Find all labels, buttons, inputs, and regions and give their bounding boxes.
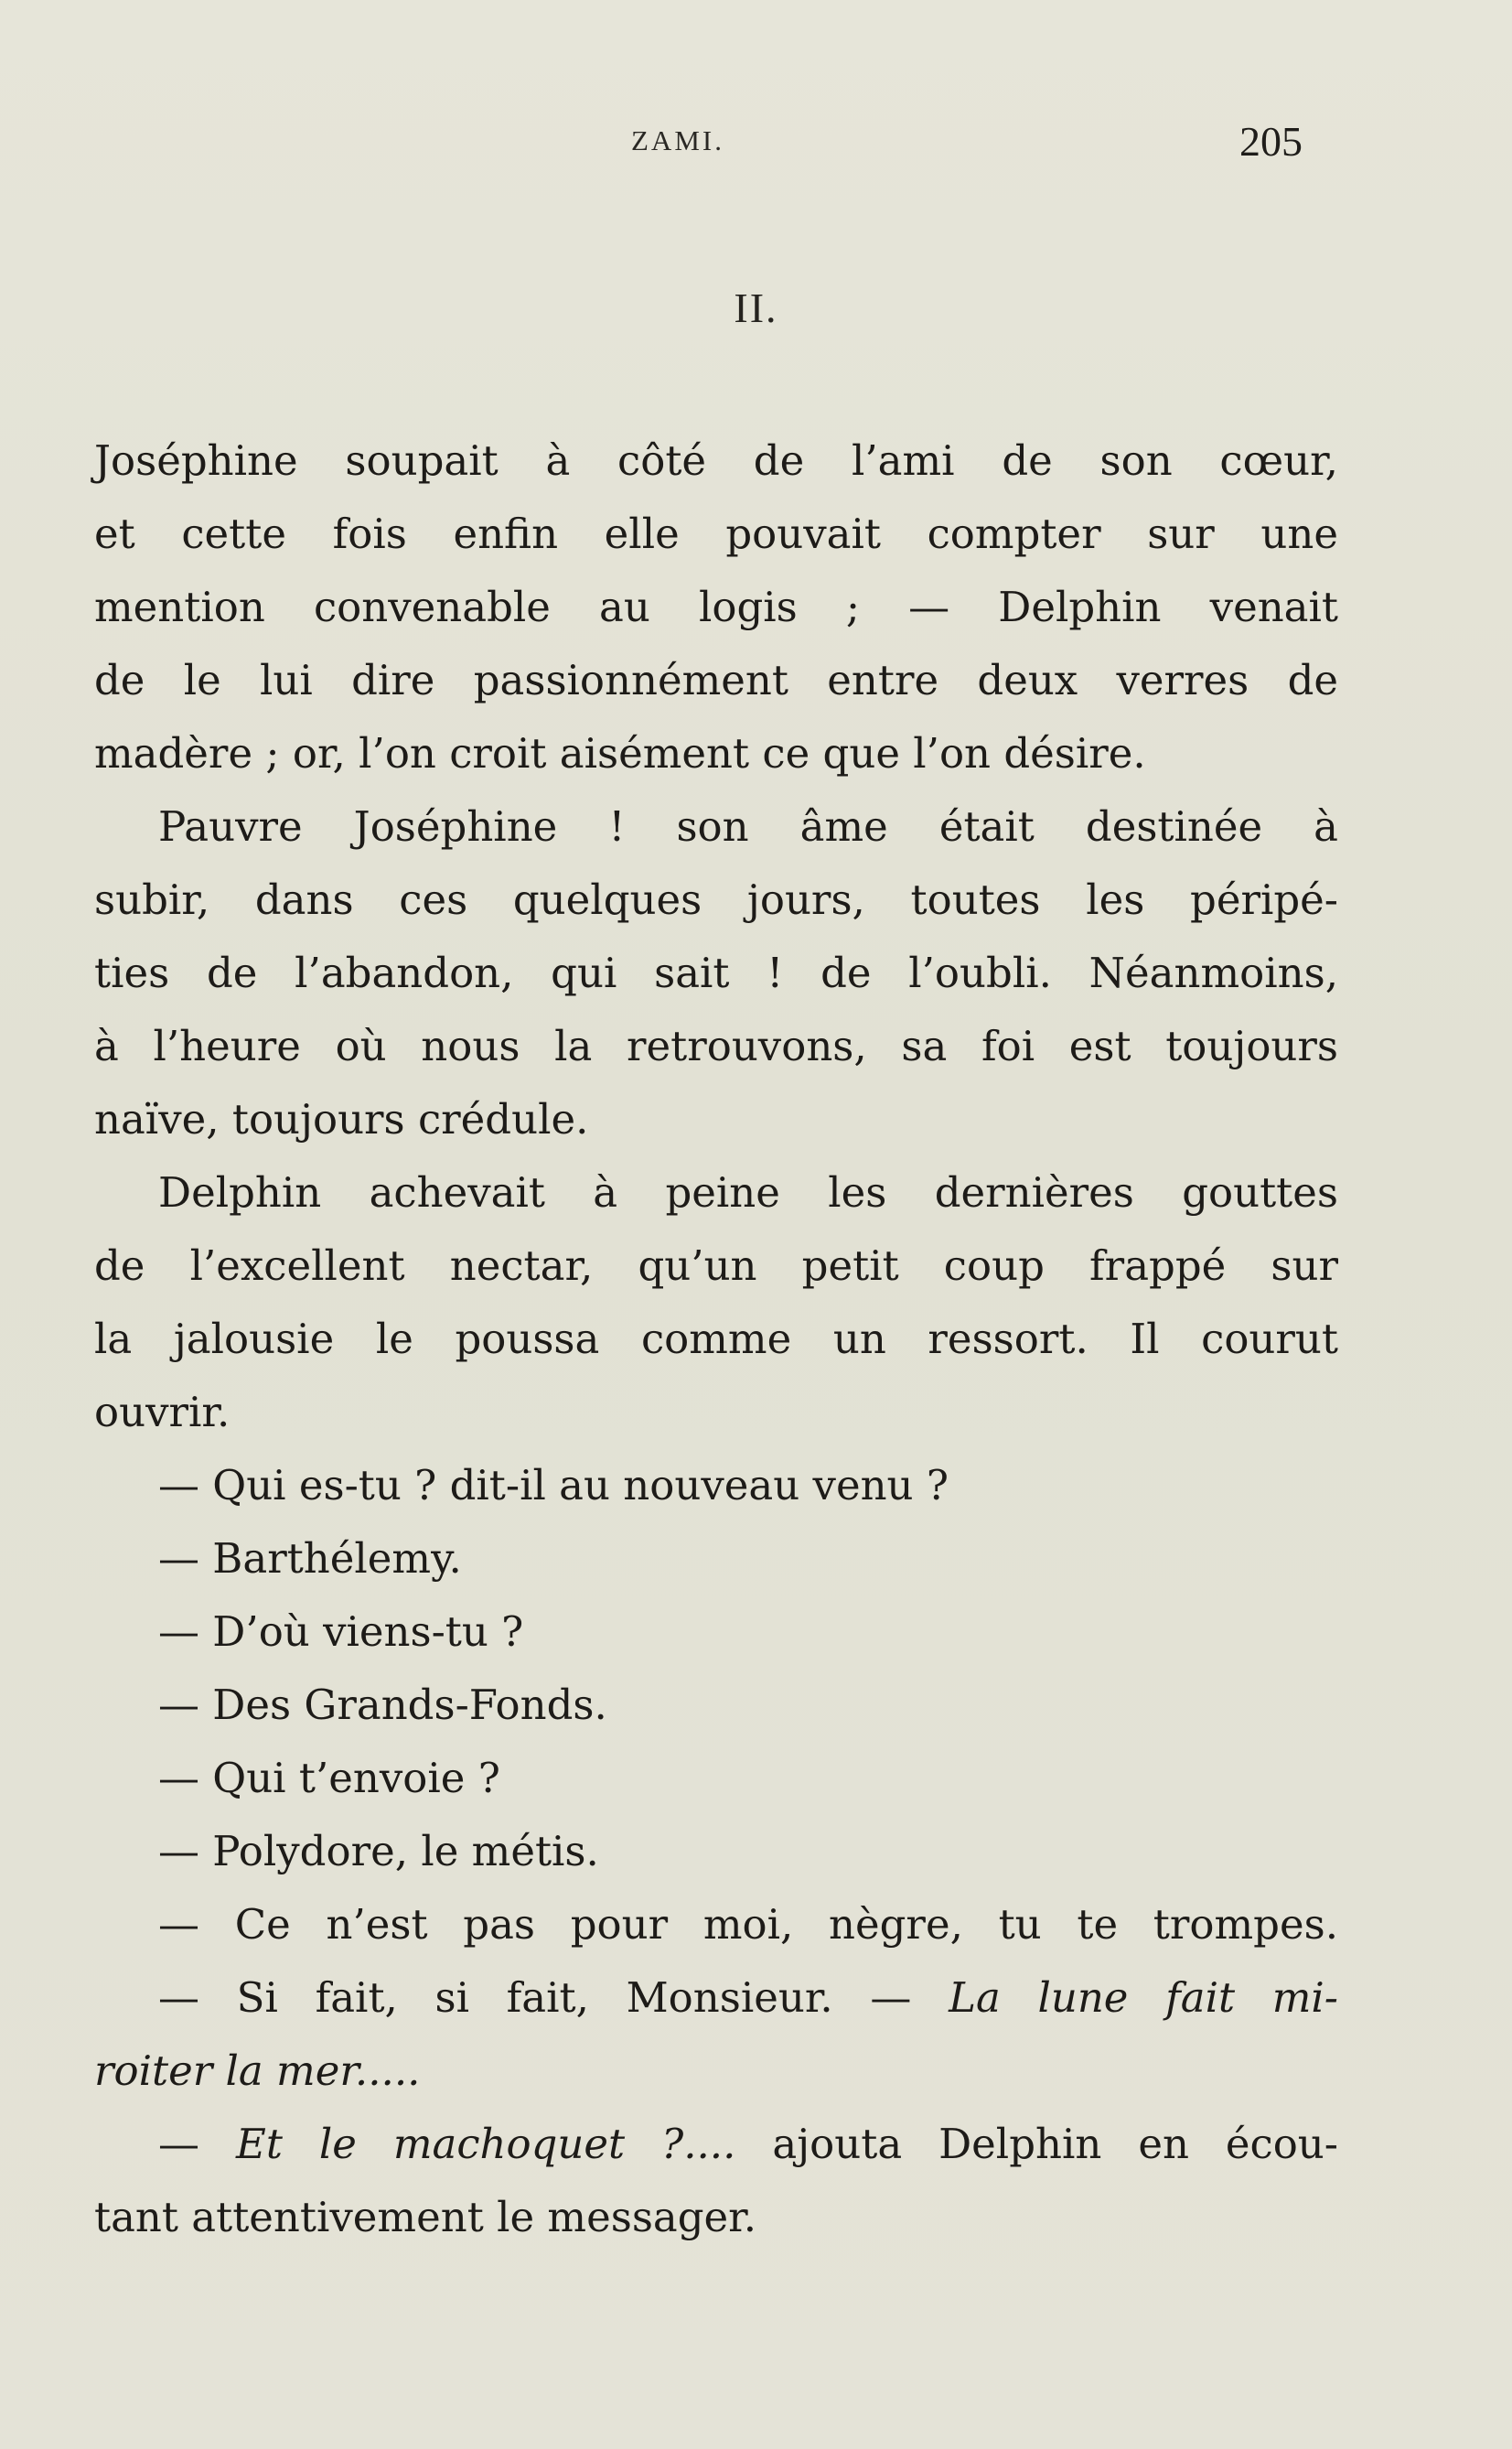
running-title: ZAMI. [631, 124, 724, 156]
dialogue-dash: — [158, 2120, 236, 2168]
running-head [0, 117, 1512, 172]
body-text [94, 431, 1338, 2261]
italic-quote: La lune fait mi- [949, 1973, 1339, 2022]
dialogue-line: — Ce n’est pas pour moi, nègre, tu te trompes. [158, 1900, 1338, 1949]
dialogue-line: — Des Grands-Fonds. [158, 1681, 607, 1729]
text-line [94, 2041, 1338, 2114]
text-line: ties de l’abandon, qui sait ! de l’oubli. Néanmoins, [94, 949, 1338, 997]
text-line: madère ; or, l’on croit aisément ce que l’on désire. [94, 729, 1146, 778]
section-heading: II. [734, 285, 778, 331]
text-line: Pauvre Joséphine ! son âme était destinée à [158, 802, 1338, 851]
dialogue-line [94, 1968, 1338, 2041]
text-line: tant attentivement le messager. [94, 2193, 757, 2241]
dialogue-line: — Polydore, le métis. [158, 1827, 599, 1875]
dialogue-speech: ajouta Delphin en écou- [735, 2120, 1338, 2168]
text-line: à l’heure où nous la retrouvons, sa foi est toujours [94, 1022, 1338, 1070]
text-line: naïve, toujours crédule. [94, 1095, 589, 1144]
text-line: de le lui dire passionnément entre deux verres de [94, 656, 1338, 704]
italic-quote: roiter la mer..... [94, 2046, 421, 2095]
text-line: mention convenable au logis ; — Delphin venait [94, 583, 1338, 631]
dialogue-line [94, 2114, 1338, 2187]
text-line: Delphin achevait à peine les dernières gouttes [158, 1168, 1338, 1217]
dialogue-line: — Qui t’envoie ? [158, 1754, 500, 1802]
text-line: et cette fois enfin elle pouvait compter sur une [94, 510, 1338, 558]
text-line: ouvrir. [94, 1388, 231, 1436]
dialogue-line: — D’où viens-tu ? [158, 1607, 524, 1656]
text-line: subir, dans ces quelques jours, toutes les péripé- [94, 875, 1338, 924]
italic-quote: Et le machoquet ?.... [235, 2120, 736, 2168]
text-line: la jalousie le poussa comme un ressort. Il courut [94, 1315, 1338, 1363]
dialogue-line: — Barthélemy. [158, 1534, 462, 1583]
page-number: 205 [1239, 118, 1303, 165]
text-line: de l’excellent nectar, qu’un petit coup frappé sur [94, 1241, 1338, 1290]
dialogue-line: — Qui es-tu ? dit-il au nouveau venu ? [158, 1461, 949, 1509]
text-line: Joséphine soupait à côté de l’ami de son cœur, [94, 436, 1338, 485]
dialogue-speech: — Si fait, si fait, Monsieur. — [158, 1973, 949, 2022]
